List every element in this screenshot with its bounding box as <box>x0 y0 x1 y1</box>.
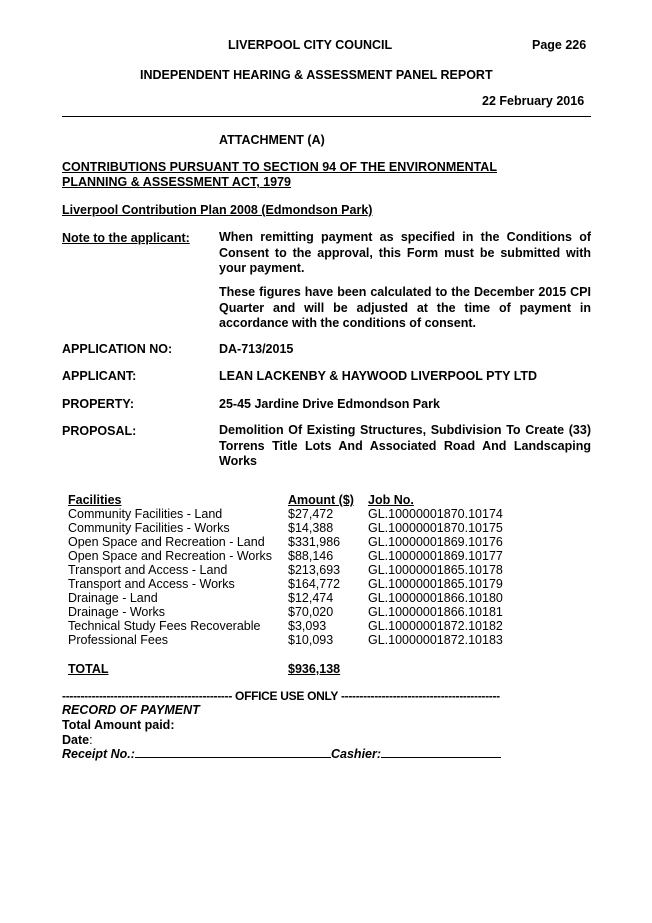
facility-name: Drainage - Land <box>68 591 158 605</box>
facility-name: Transport and Access - Works <box>68 577 235 591</box>
property-label: PROPERTY: <box>62 397 134 411</box>
receipt-line <box>62 745 331 761</box>
facility-job: GL.10000001870.10174 <box>368 507 503 521</box>
receipt-blank[interactable] <box>135 745 331 758</box>
note-paragraph-1: When remitting payment as specified in the Conditions of Consent to the approval, this Form must be submitted with your payment. <box>219 230 591 275</box>
contributions-heading-line1: CONTRIBUTIONS PURSUANT TO SECTION 94 OF THE ENVIRONMENTAL <box>62 160 497 174</box>
report-date: 22 February 2016 <box>482 94 585 108</box>
property-value: 25-45 Jardine Drive Edmondson Park <box>219 397 440 411</box>
cashier-blank[interactable] <box>381 745 501 758</box>
facility-job: GL.10000001866.10180 <box>368 591 503 605</box>
facility-amount: $70,020 <box>288 605 334 619</box>
header-rule <box>62 116 591 117</box>
receipt-label: Receipt No.: <box>62 747 135 761</box>
facility-amount: $12,474 <box>288 591 334 605</box>
record-of-payment: RECORD OF PAYMENT <box>62 703 200 717</box>
facility-name: Technical Study Fees Recoverable <box>68 619 261 633</box>
applicant-label: APPLICANT: <box>62 369 137 383</box>
facility-job: GL.10000001865.10178 <box>368 563 503 577</box>
total-value: $936,138 <box>288 662 341 676</box>
facility-amount: $164,772 <box>288 577 341 591</box>
cashier-line <box>331 745 501 761</box>
proposal-value: Demolition Of Existing Structures, Subdivision To Create (33) Torrens Title Lots And Associated Road And Landscaping Works <box>219 423 591 468</box>
facility-amount: $213,693 <box>288 563 341 577</box>
applicant-value: LEAN LACKENBY & HAYWOOD LIVERPOOL PTY LTD <box>219 369 538 383</box>
amount-header: Amount ($) <box>288 493 354 507</box>
plan-title: Liverpool Contribution Plan 2008 (Edmondson Park) <box>62 203 373 217</box>
facility-job: GL.10000001872.10182 <box>368 619 503 633</box>
proposal-label: PROPOSAL: <box>62 424 137 438</box>
facility-amount: $14,388 <box>288 521 334 535</box>
council-name: LIVERPOOL CITY COUNCIL <box>228 38 393 52</box>
note-paragraph-2: These figures have been calculated to the December 2015 CPI Quarter and will be adjusted at the time of payment in accordance with the conditions of consent. <box>219 285 591 330</box>
facility-job: GL.10000001870.10175 <box>368 521 503 535</box>
facility-name: Professional Fees <box>68 633 169 647</box>
facility-amount: $10,093 <box>288 633 334 647</box>
facility-amount: $3,093 <box>288 619 327 633</box>
facility-job: GL.10000001872.10183 <box>368 633 503 647</box>
facility-amount: $331,986 <box>288 535 341 549</box>
cashier-label: Cashier: <box>331 747 382 761</box>
report-title: INDEPENDENT HEARING & ASSESSMENT PANEL REPORT <box>140 68 493 82</box>
total-label: TOTAL <box>68 662 109 676</box>
facility-job: GL.10000001866.10181 <box>368 605 503 619</box>
facility-name: Drainage - Works <box>68 605 166 619</box>
page-number: Page 226 <box>532 38 587 52</box>
facility-name: Open Space and Recreation - Land <box>68 535 265 549</box>
note-label: Note to the applicant: <box>62 231 190 245</box>
facility-job: GL.10000001869.10176 <box>368 535 503 549</box>
application-label: APPLICATION NO: <box>62 342 173 356</box>
facility-amount: $88,146 <box>288 549 334 563</box>
facility-amount: $27,472 <box>288 507 334 521</box>
total-amount-paid-label: Total Amount paid: <box>62 718 175 732</box>
facility-name: Community Facilities - Land <box>68 507 223 521</box>
office-use-divider: ---------------------------------------------- OFFICE USE ONLY ------------------------------------------- <box>62 689 500 703</box>
facility-name: Transport and Access - Land <box>68 563 228 577</box>
facility-job: GL.10000001865.10179 <box>368 577 503 591</box>
facility-name: Open Space and Recreation - Works <box>68 549 273 563</box>
job-header: Job No. <box>368 493 414 507</box>
date-colon: : <box>89 733 93 747</box>
application-value: DA-713/2015 <box>219 342 294 356</box>
facilities-header: Facilities <box>68 493 122 507</box>
attachment-label: ATTACHMENT (A) <box>219 133 325 147</box>
date-label: Date <box>62 733 90 747</box>
facility-name: Community Facilities - Works <box>68 521 230 535</box>
facility-job: GL.10000001869.10177 <box>368 549 503 563</box>
contributions-heading-line2: PLANNING & ASSESSMENT ACT, 1979 <box>62 175 291 189</box>
